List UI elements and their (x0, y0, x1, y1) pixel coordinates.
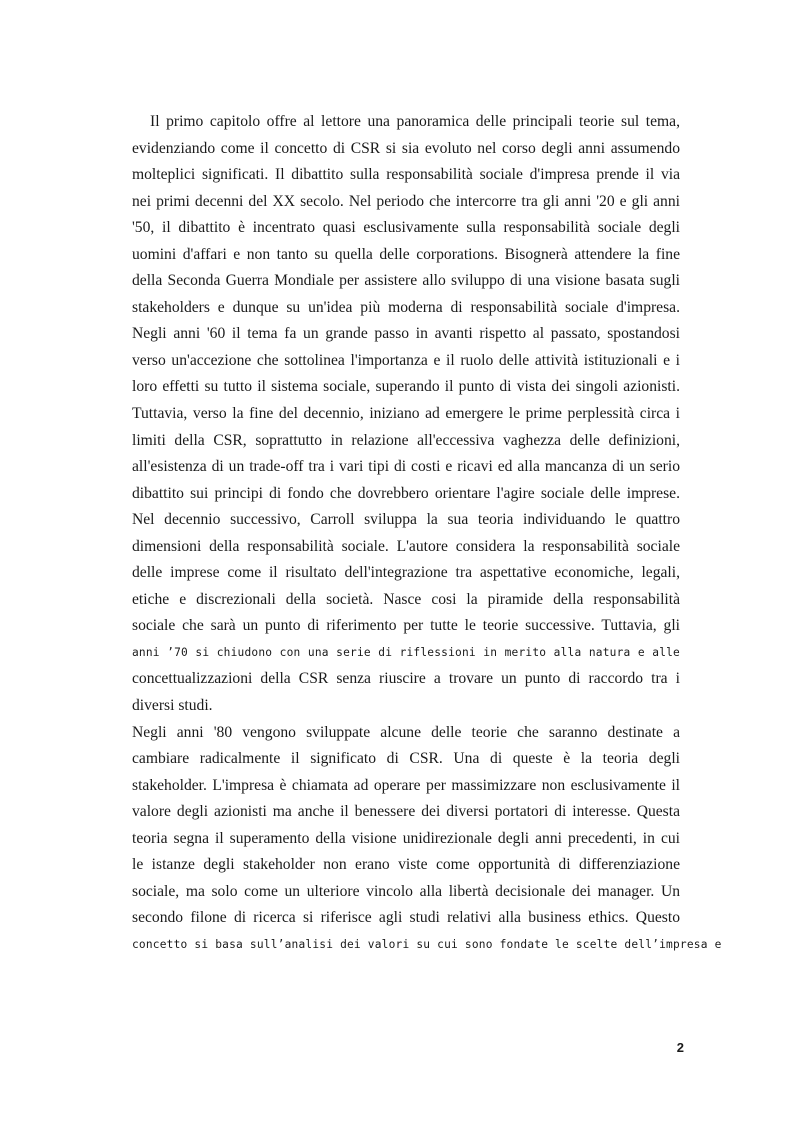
text-line: anni ’70 si chiudono con una serie di riflessioni in merito alla natura e alle (132, 645, 680, 659)
text-line: verso un'accezione che sottolinea l'importanza e il ruolo delle attività istituzionali e i (132, 351, 680, 369)
text-line: le istanze degli stakeholder non erano viste come opportunità di differenziazione (132, 856, 680, 874)
text-line: diversi studi. (132, 697, 213, 715)
text-line: teoria segna il superamento della visione unidirezionale degli anni precedenti, in cui (132, 829, 680, 847)
text-line: Tuttavia, verso la fine del decennio, iniziano ad emergere le prime perplessità circa i (132, 405, 680, 423)
text-line: uomini d'affari e non tanto su quella delle corporations. Bisognerà attendere la fine (132, 245, 680, 263)
text-line: Negli anni '80 vengono sviluppate alcune delle teorie che saranno destinate a (132, 723, 680, 741)
text-line: '50, il dibattito è incentrato quasi esclusivamente sulla responsabilità sociale degli (132, 219, 680, 237)
body-text (132, 109, 722, 959)
text-line: dimensioni della responsabilità sociale. L'autore considera la responsabilità sociale (132, 537, 680, 555)
text-line: dibattito sui principi di fondo che dovrebbero orientare l'agire sociale delle imprese. (132, 484, 680, 502)
text-line: valore degli azionisti ma anche il benessere dei diversi portatori di interesse. Questa (132, 803, 680, 821)
text-line: nei primi decenni del XX secolo. Nel periodo che intercorre tra gli anni '20 e gli anni (132, 192, 680, 210)
text-line: cambiare radicalmente il significato di CSR. Una di queste è la teoria degli (132, 750, 680, 768)
page-number: 2 (676, 1040, 684, 1055)
text-line: secondo filone di ricerca si riferisce agli studi relativi alla business ethics. Questo (132, 909, 680, 927)
text-line: evidenziando come il concetto di CSR si sia evoluto nel corso degli anni assumendo (132, 139, 680, 157)
text-line: etiche e discrezionali della società. Nasce cosi la piramide della responsabilità (132, 590, 680, 608)
text-line: Il primo capitolo offre al lettore una panoramica delle principali teorie sul tema, (150, 113, 680, 130)
text-line: della Seconda Guerra Mondiale per assistere allo sviluppo di una visione basata sugli (132, 272, 680, 290)
text-line: all'esistenza di un trade-off tra i vari tipi di costi e ricavi ed alla mancanza di un serio (132, 458, 680, 476)
text-line: loro effetti su tutto il sistema sociale, superando il punto di vista dei singoli azionisti. (132, 378, 680, 396)
text-line: Negli anni '60 il tema fa un grande passo in avanti rispetto al passato, spostandosi (132, 325, 680, 343)
text-line: stakeholders e dunque su un'idea più moderna di responsabilità sociale d'impresa. (132, 298, 680, 316)
text-line: sociale, ma solo come un ulteriore vincolo alla libertà decisionale dei manager. Un (132, 882, 680, 900)
text-line: Nel decennio successivo, Carroll sviluppa la sua teoria individuando le quattro (132, 511, 680, 529)
text-line: sociale che sarà un punto di riferimento per tutte le teorie successive. Tuttavia, gli (132, 617, 680, 635)
text-line: concetto si basa sull’analisi dei valori su cui sono fondate le scelte dell’impresa e (132, 937, 722, 951)
text-line: stakeholder. L'impresa è chiamata ad operare per massimizzare non esclusivamente il (132, 776, 680, 794)
text-line: delle imprese come il risultato dell'integrazione tra aspettative economiche, legali, (132, 564, 680, 582)
text-line: limiti della CSR, soprattutto in relazione all'eccessiva vaghezza delle definizioni, (132, 431, 680, 449)
text-line: molteplici significati. Il dibattito sulla responsabilità sociale d'impresa prende il via (132, 166, 680, 184)
text-line: concettualizzazioni della CSR senza riuscire a trovare un punto di raccordo tra i (132, 670, 680, 688)
